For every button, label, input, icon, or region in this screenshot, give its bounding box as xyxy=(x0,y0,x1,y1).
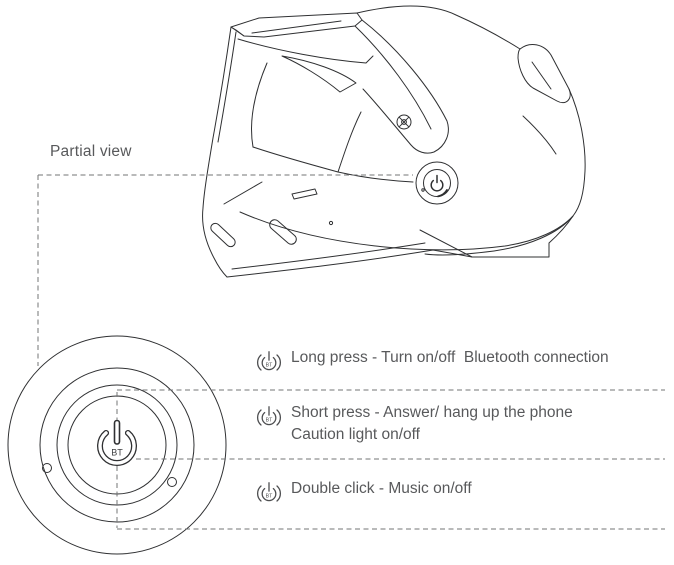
helmet-chin-ridge xyxy=(224,182,262,204)
instruction-text xyxy=(291,347,609,369)
instruction-line: Double click - Music on/off xyxy=(291,480,472,497)
bt-power-icon xyxy=(255,402,283,430)
helmet-eyeport-left xyxy=(252,63,267,147)
helmet-rear-vent xyxy=(518,44,570,102)
helmet-top-vent xyxy=(282,56,356,92)
helmet-front-edge xyxy=(203,27,231,277)
instruction-text xyxy=(291,402,573,445)
helmet-peak-blade xyxy=(238,39,373,63)
helmet-cheek-crease xyxy=(338,172,413,182)
instruction-line: Caution light on/off xyxy=(291,425,420,443)
helmet-front-inner-edge xyxy=(218,32,236,142)
helmet-peak-tip xyxy=(231,27,244,36)
helmet-jaw-latch xyxy=(292,189,317,199)
helmet-rear-skirt xyxy=(425,216,573,255)
bt-power-icon xyxy=(255,347,283,375)
helmet-rear-vent-slit xyxy=(532,62,551,89)
instruction-text xyxy=(291,478,472,500)
helmet-eyeport-bottom xyxy=(253,147,338,172)
helmet-screw-icon xyxy=(397,115,411,129)
instruction-line: Long press - Turn on/off Bluetooth connection xyxy=(291,349,609,366)
detail-ring-2 xyxy=(40,368,194,522)
helmet-peak-plate xyxy=(362,20,448,153)
helmet-back-edge xyxy=(569,89,585,216)
diagram-artwork: BT BT xyxy=(0,0,674,565)
helmet-button-tick xyxy=(422,189,424,191)
helmet-chin-vent-slot xyxy=(209,221,237,248)
partial-view-label: Partial view xyxy=(50,143,132,160)
detail-power-glyph xyxy=(100,423,134,463)
helmet-peak-inner-line xyxy=(252,21,341,33)
helmet-peak-plate-inner xyxy=(355,26,431,129)
helmet-illustration xyxy=(203,6,586,277)
helmet-pinhole xyxy=(329,221,332,224)
helmet-back-slit-vent xyxy=(523,116,556,154)
helmet-shell-top xyxy=(357,6,520,49)
helmet-peak xyxy=(231,13,362,37)
helmet-eyeport-right xyxy=(338,112,361,172)
detail-screw-right xyxy=(168,478,177,487)
helmet-power-button xyxy=(416,162,458,204)
instruction-line: Short press - Answer/ hang up the phone xyxy=(291,404,573,421)
bt-power-icon xyxy=(255,478,283,506)
detail-bt-label: BT xyxy=(111,447,123,458)
instruction-row-double-click xyxy=(255,478,472,506)
instruction-row-short-press xyxy=(255,402,573,445)
instruction-row-long-press xyxy=(255,347,609,375)
helmet-side-vent-slot xyxy=(268,218,299,247)
